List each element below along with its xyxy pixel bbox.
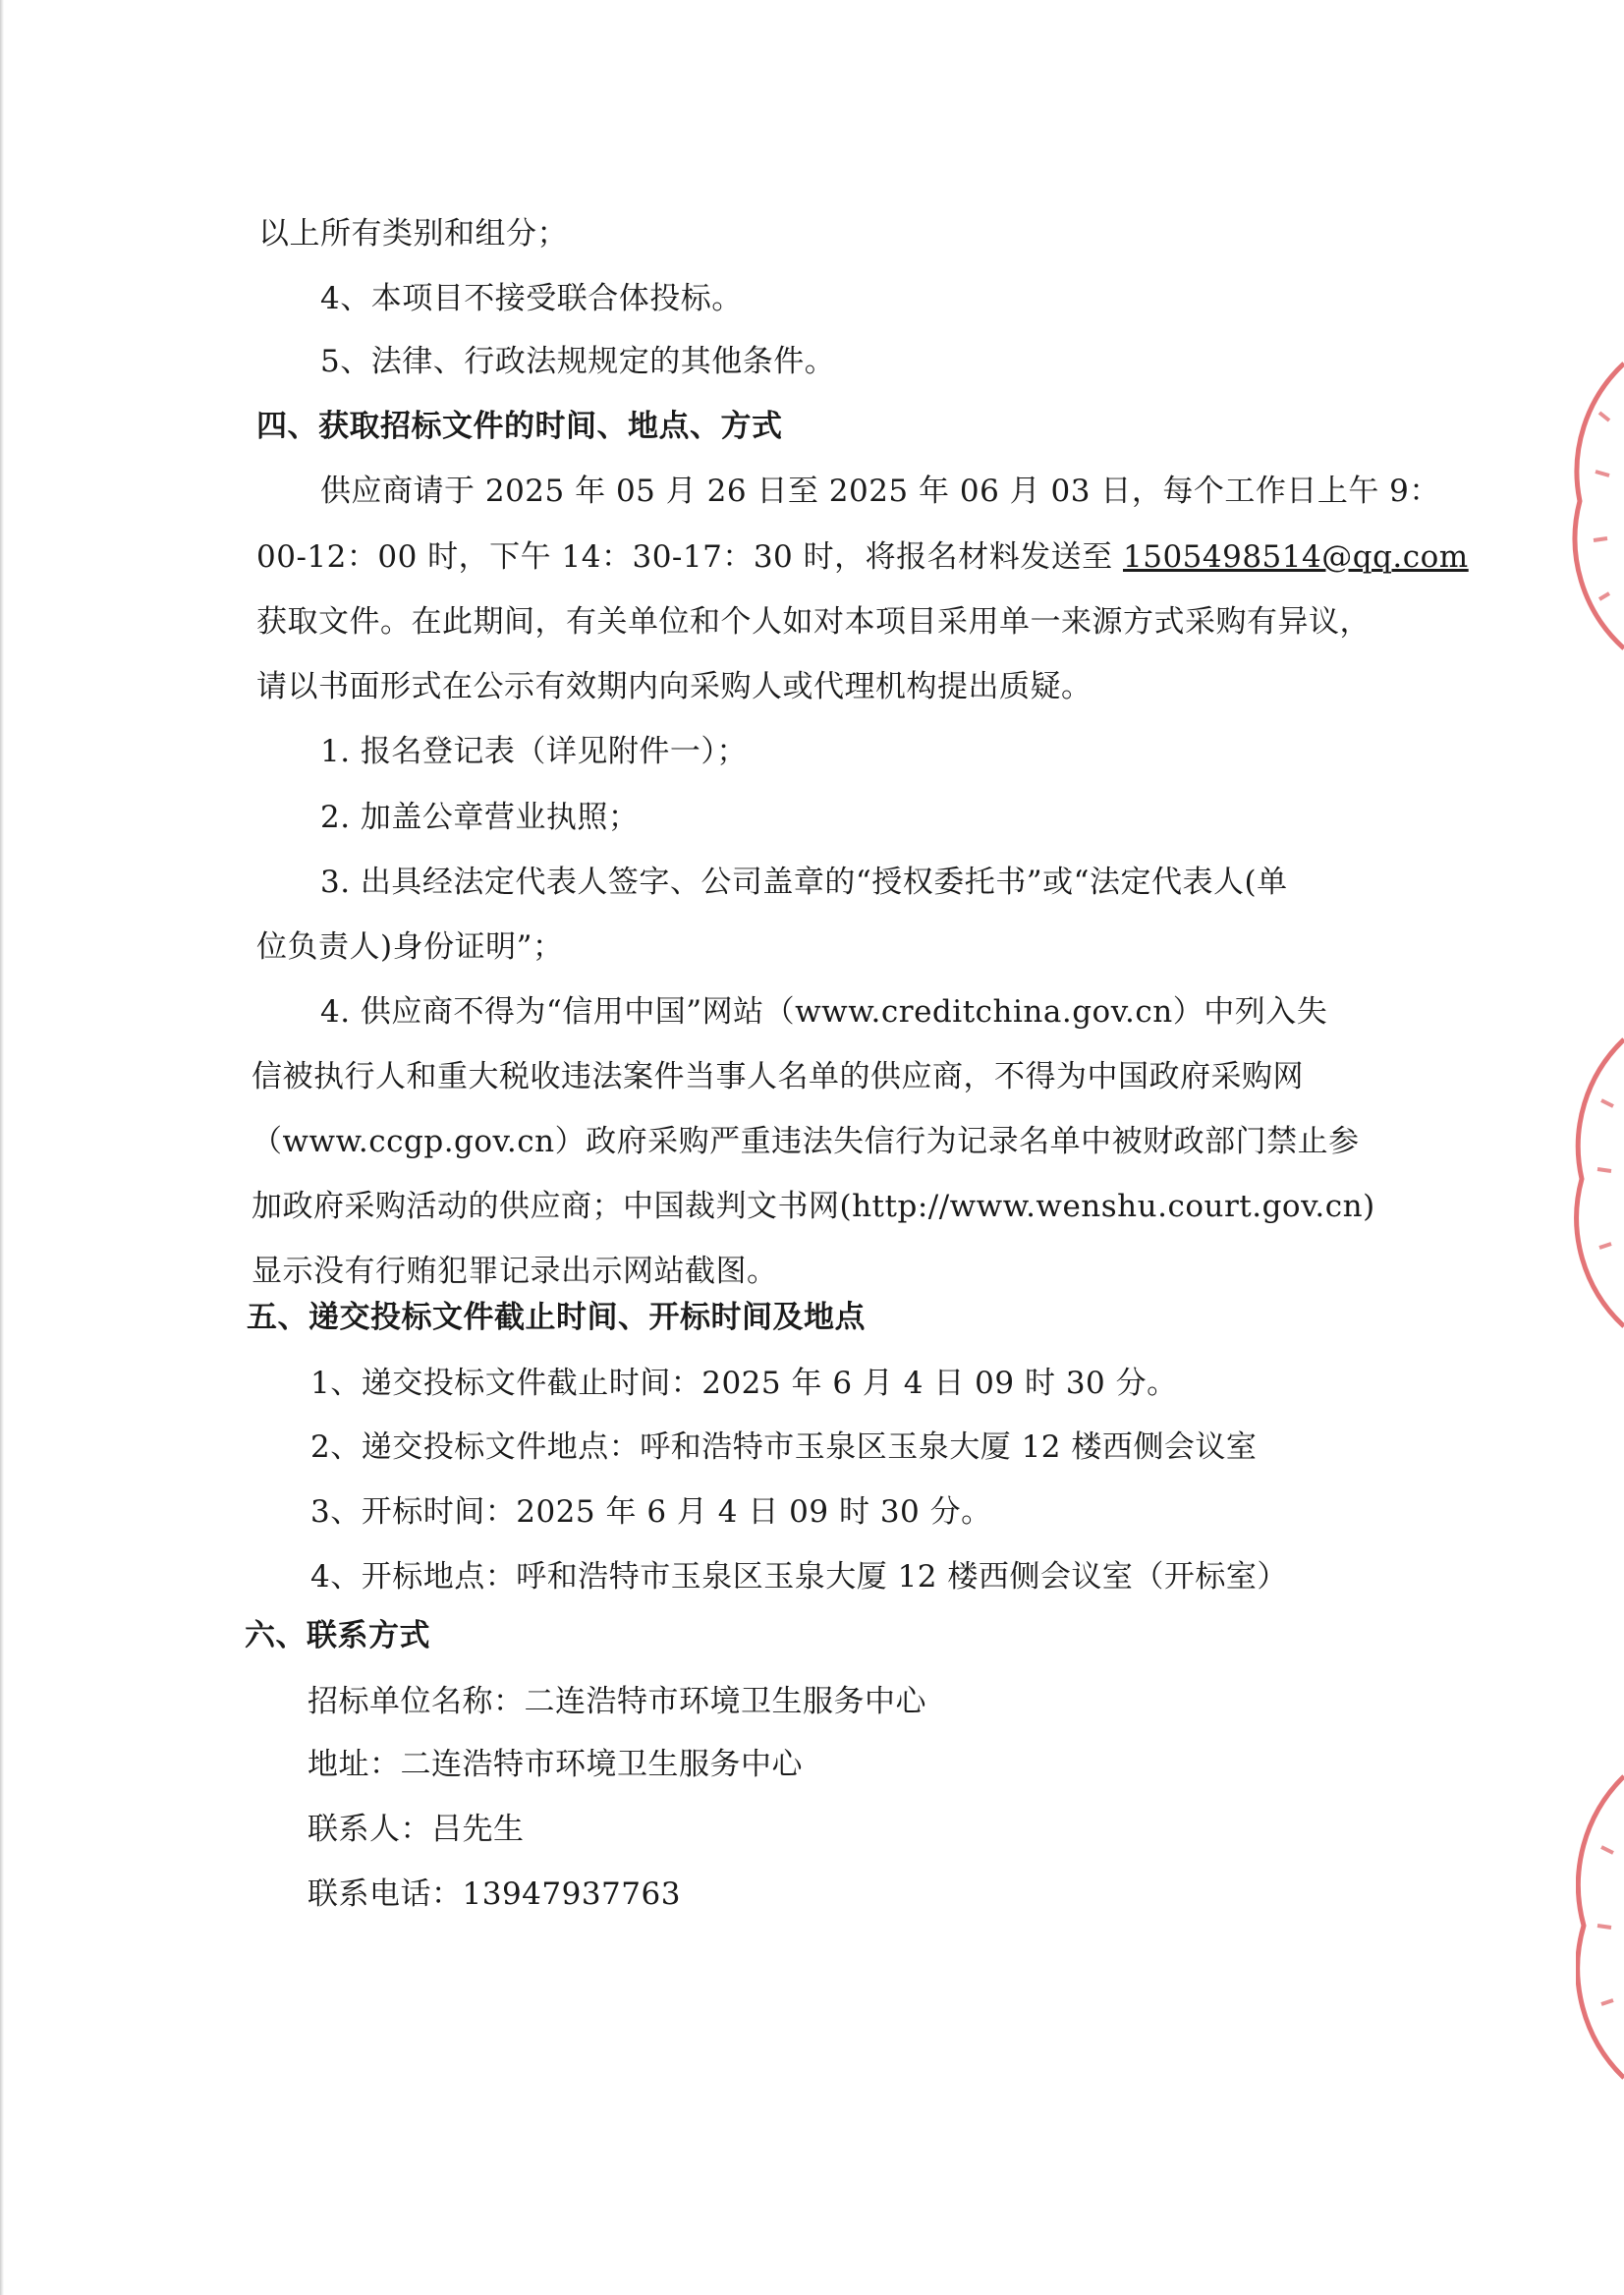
deadline-item-3: 3、开标时间：2025 年 6 月 4 日 09 时 30 分。 — [310, 1494, 992, 1530]
requirement-item-4-line-2: 信被执行人和重大税收违法案件当事人名单的供应商，不得为中国政府采购网 — [252, 1059, 1304, 1094]
seal-fragment-middle — [1574, 1032, 1624, 1346]
scan-edge-shadow — [0, 0, 4, 2295]
requirement-item-4-line-1: 4. 供应商不得为“信用中国”网站（www.creditchina.gov.cn）中列入失 — [320, 994, 1328, 1030]
contact-unit: 招标单位名称：二连浩特市环境卫生服务中心 — [308, 1684, 926, 1719]
condition-4: 4、本项目不接受联合体投标。 — [320, 281, 743, 316]
requirement-item-3-line-2: 位负责人)身份证明”； — [256, 929, 564, 965]
requirement-item-2: 2. 加盖公章营业执照； — [320, 800, 640, 835]
seal-fragment-top — [1570, 354, 1624, 668]
contact-phone: 联系电话：13947937763 — [308, 1876, 681, 1912]
section-4-heading: 四、获取招标文件的时间、地点、方式 — [256, 409, 783, 444]
section-4-paragraph-line-3: 获取文件。在此期间，有关单位和个人如对本项目采用单一来源方式采购有异议， — [256, 604, 1371, 640]
section-4-paragraph-line-4: 请以书面形式在公示有效期内向采购人或代理机构提出质疑。 — [256, 669, 1092, 704]
requirement-item-3-line-1: 3. 出具经法定代表人签字、公司盖章的“授权委托书”或“法定代表人(单 — [320, 865, 1288, 900]
contact-person: 联系人：吕先生 — [308, 1812, 525, 1847]
section-5-heading: 五、递交投标文件截止时间、开标时间及地点 — [247, 1300, 866, 1335]
requirement-item-4-line-5: 显示没有行贿犯罪记录出示网站截图。 — [252, 1254, 778, 1289]
deadline-item-1: 1、递交投标文件截止时间：2025 年 6 月 4 日 09 时 30 分。 — [310, 1366, 1178, 1401]
requirement-item-1: 1. 报名登记表（详见附件一）； — [320, 734, 748, 769]
condition-5: 5、法律、行政法规规定的其他条件。 — [320, 344, 836, 379]
requirement-item-4-line-4: 加政府采购活动的供应商；中国裁判文书网(http://www.wenshu.court.gov.cn) — [252, 1189, 1375, 1224]
seal-fragment-bottom — [1576, 1768, 1624, 2093]
section-4-paragraph-line-2 — [256, 535, 1469, 579]
section-4-paragraph-line-1: 供应商请于 2025 年 05 月 26 日至 2025 年 06 月 03 日，每个工作日上午 9： — [320, 474, 1440, 509]
requirement-item-4-line-3: （www.ccgp.gov.cn）政府采购严重违法失信行为记录名单中被财政部门禁止参 — [252, 1124, 1360, 1159]
contact-address: 地址：二连浩特市环境卫生服务中心 — [308, 1747, 803, 1782]
section-6-heading: 六、联系方式 — [245, 1618, 430, 1653]
deadline-item-2: 2、递交投标文件地点：呼和浩特市玉泉区玉泉大厦 12 楼西侧会议室 — [310, 1429, 1258, 1465]
deadline-item-4: 4、开标地点：呼和浩特市玉泉区玉泉大厦 12 楼西侧会议室（开标室） — [310, 1559, 1288, 1595]
continuation-line: 以上所有类别和组分； — [258, 216, 568, 252]
paragraph-text: 00-12：00 时，下午 14：30-17：30 时，将报名材料发送至 — [256, 539, 1123, 575]
email-link[interactable]: 1505498514@qq.com — [1123, 539, 1469, 575]
